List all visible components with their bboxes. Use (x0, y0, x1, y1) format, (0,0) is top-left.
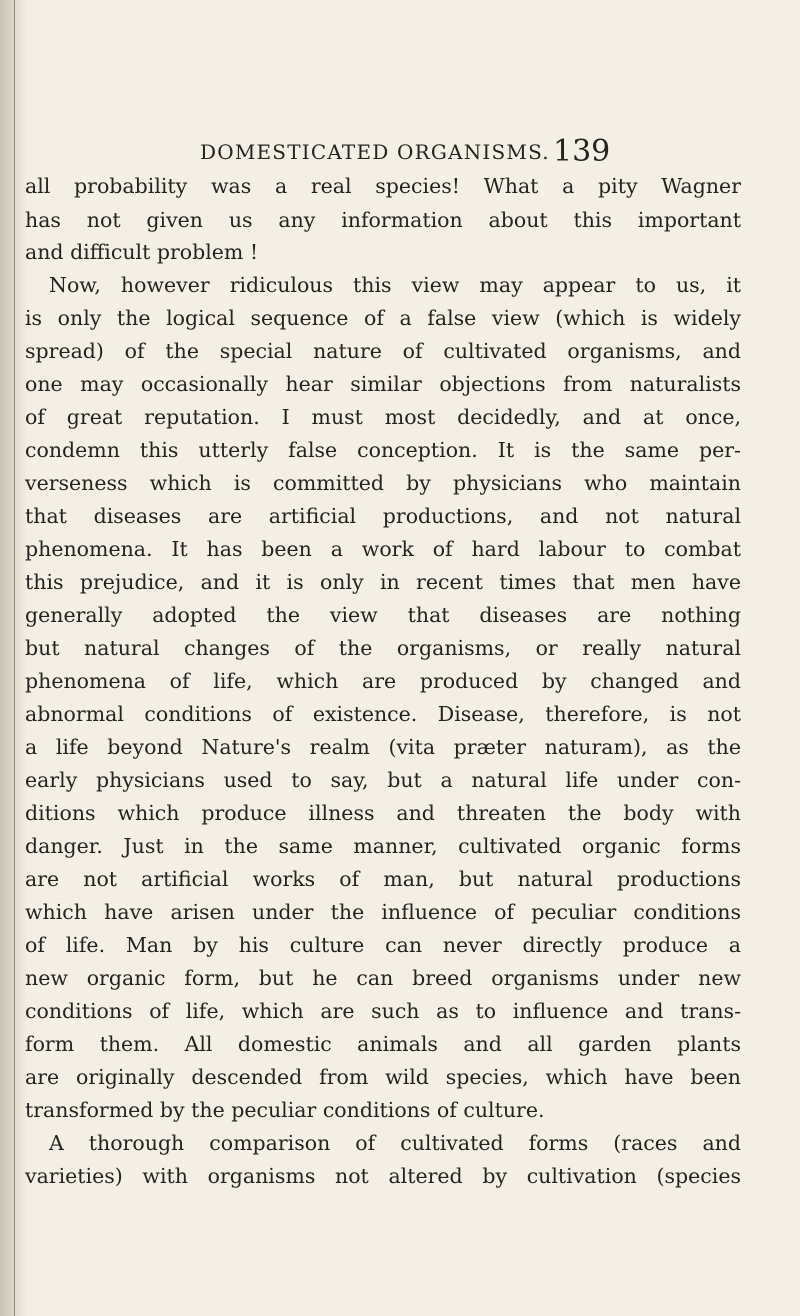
text-line: but natural changes of the organisms, or really natural (25, 636, 741, 660)
text-line: abnormal conditions of existence. Disease, therefore, is not (25, 702, 741, 726)
text-line: generally adopted the view that diseases are nothing (25, 603, 741, 627)
text-line: of life. Man by his culture can never directly produce a (25, 933, 741, 957)
text-line: a life beyond Nature's realm (vita præter naturam), as the (25, 735, 741, 759)
text-line: phenomena of life, which are produced by changed and (25, 669, 741, 693)
text-line: danger. Just in the same manner, cultivated organic forms (25, 834, 741, 858)
text-line: verseness which is committed by physicians who maintain (25, 471, 741, 495)
text-line: this prejudice, and it is only in recent times that men have (25, 570, 741, 594)
text-line: are originally descended from wild species, which have been (25, 1065, 741, 1089)
text-line: spread) of the special nature of cultivated organisms, and (25, 339, 741, 363)
page-number: 139 (553, 134, 611, 169)
text-line: condemn this utterly false conception. It is the same per- (25, 438, 741, 462)
text-line: one may occasionally hear similar objections from naturalists (25, 372, 741, 396)
text-line: all probability was a real species! What a pity Wagner (25, 174, 741, 198)
text-line: phenomena. It has been a work of hard labour to combat (25, 537, 741, 561)
text-line: has not given us any information about this important (25, 208, 741, 232)
text-line: ditions which produce illness and threaten the body with (25, 801, 741, 825)
text-line: and difficult problem ! (25, 240, 259, 264)
header-title: DOMESTICATED ORGANISMS. (200, 140, 550, 164)
text-line: that diseases are artificial productions, and not natural (25, 504, 741, 528)
text-line: which have arisen under the influence of peculiar conditions (25, 900, 741, 924)
text-line: is only the logical sequence of a false view (which is widely (25, 306, 741, 330)
text-line: conditions of life, which are such as to influence and trans- (25, 999, 741, 1023)
text-line: early physicians used to say, but a natural life under con- (25, 768, 741, 792)
text-line: of great reputation. I must most decidedly, and at once, (25, 405, 741, 429)
text-line: are not artificial works of man, but natural productions (25, 867, 741, 891)
text-line: transformed by the peculiar conditions of culture. (25, 1098, 545, 1122)
text-line: A thorough comparison of cultivated forms (races and (49, 1131, 741, 1155)
text-line: varieties) with organisms not altered by cultivation (species (25, 1164, 741, 1188)
text-line: form them. All domestic animals and all garden plants (25, 1032, 741, 1056)
text-line: Now, however ridiculous this view may appear to us, it (49, 273, 741, 297)
text-line: new organic form, but he can breed organisms under new (25, 966, 741, 990)
